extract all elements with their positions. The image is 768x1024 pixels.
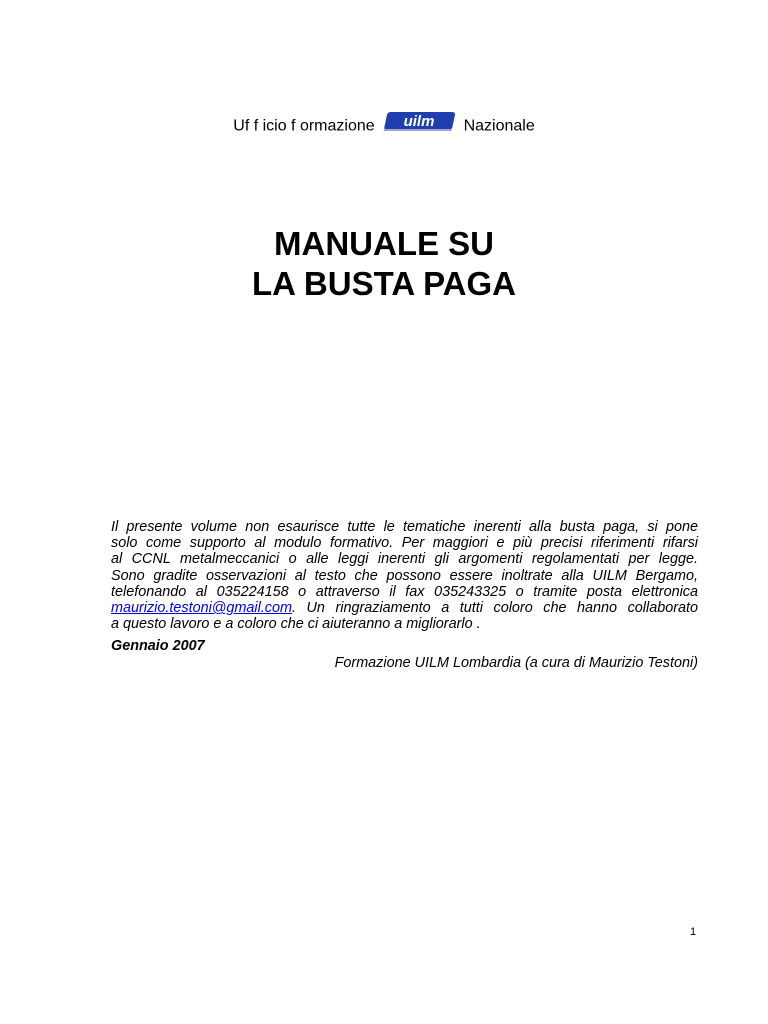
credit-line: Formazione UILM Lombardia (a cura di Maurizio Testoni)	[334, 655, 698, 671]
header-line	[0, 114, 768, 139]
disclaimer-line-7: a questo lavoro e a coloro che ci aiuteranno a migliorarlo .	[111, 616, 481, 633]
disclaimer-line-5: telefonando al 035224158 o attraverso il fax 035243325 o tramite posta elettronica	[111, 583, 698, 600]
page-number: 1	[690, 926, 697, 938]
title-line-2: LA BUSTA PAGA	[252, 265, 516, 302]
disclaimer-line-2: solo come supporto al modulo formativo. Per maggiori e più precisi riferimenti rifarsi	[111, 535, 698, 552]
disclaimer-paragraph	[111, 519, 698, 632]
uilm-logo	[383, 110, 455, 139]
document-title	[0, 224, 768, 304]
disclaimer-line-6-rest: . Un ringraziamento a tutti coloro che hanno collaborato	[291, 600, 698, 617]
disclaimer-line-6	[111, 600, 698, 616]
title-line-1: MANUALE SU	[274, 225, 494, 262]
disclaimer-line-1: Il presente volume non esaurisce tutte le tematiche inerenti alla busta paga, si pone	[111, 519, 698, 535]
uilm-logo-text: uilm	[403, 113, 435, 130]
header-left-text: Uf f icio f ormazione	[233, 117, 375, 135]
document-date: Gennaio 2007	[111, 638, 205, 654]
uilm-logo-graphic	[383, 110, 455, 132]
header-right-text: Nazionale	[463, 117, 535, 135]
disclaimer-line-3: al CCNL metalmeccanici o alle leggi inerenti gli argomenti regolamentati per legge.	[111, 551, 698, 568]
disclaimer-line-4: Sono gradite osservazioni al testo che possono essere inoltrate alla UILM Bergamo,	[111, 567, 698, 584]
email-link[interactable]: maurizio.testoni@gmail.com	[111, 600, 292, 617]
